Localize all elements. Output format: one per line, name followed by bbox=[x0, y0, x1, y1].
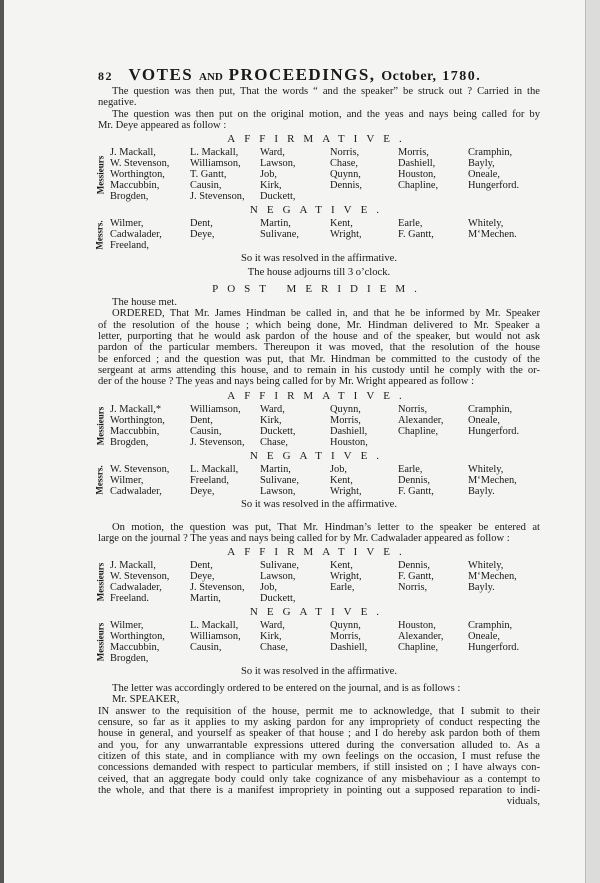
negative-heading: NEGATIVE. bbox=[249, 204, 389, 217]
member-name: Houston, bbox=[398, 169, 436, 181]
member-name: L. Mackall, bbox=[190, 463, 239, 475]
member-name: Worthington, bbox=[110, 169, 165, 181]
document-page bbox=[95, 64, 540, 808]
ordered-paragraph-line: letter, purporting that he would ask pardon of the house and of the speaker, but would not ask bbox=[98, 331, 540, 343]
letter-body-line: and you, for any unwarrantable expressions uttered during the conversation alluded to. As a bbox=[98, 739, 540, 751]
member-name: Oneale, bbox=[468, 169, 501, 181]
affirmative-votes bbox=[95, 403, 540, 448]
member-name: T. Gantt, bbox=[190, 169, 227, 181]
member-name: Freeland, bbox=[110, 240, 149, 252]
member-name: Wright, bbox=[330, 571, 362, 583]
member-name: Cramphin, bbox=[468, 620, 513, 632]
member-name: Duckett, bbox=[260, 425, 296, 437]
member-name: Freeland, bbox=[190, 474, 229, 486]
member-name: J. Mackall, bbox=[110, 560, 156, 572]
negative-heading: NEGATIVE. bbox=[249, 606, 389, 619]
messieurs-label-text: Messrs. bbox=[95, 220, 105, 250]
member-name: Maccubbin, bbox=[110, 425, 160, 437]
name-row bbox=[110, 620, 540, 631]
original-motion-paragraph-line: Mr. Deye appeared as follow : bbox=[98, 119, 227, 131]
member-name: Cadwalader, bbox=[110, 229, 162, 241]
member-name: Wilmer, bbox=[110, 620, 144, 632]
member-name: Wilmer, bbox=[110, 218, 144, 230]
running-header bbox=[98, 64, 540, 86]
header-title-proceedings: PROCEEDINGS, bbox=[228, 65, 376, 84]
member-name: Dennis, bbox=[398, 560, 431, 572]
name-row bbox=[110, 191, 540, 202]
resolution-result: So it was resolved in the affirmative. bbox=[240, 253, 398, 265]
member-name: W. Stevenson, bbox=[110, 158, 170, 170]
affirmative-heading: AFFIRMATIVE. bbox=[227, 389, 411, 402]
member-name: J. Stevenson, bbox=[190, 582, 245, 594]
member-name: Worthington, bbox=[110, 414, 165, 426]
member-name bbox=[330, 653, 398, 664]
member-name: Williamson, bbox=[190, 631, 241, 643]
name-row bbox=[110, 571, 540, 582]
member-name bbox=[398, 191, 468, 202]
member-name bbox=[398, 240, 468, 251]
member-name: Causin, bbox=[190, 425, 222, 437]
member-name: Brogden, bbox=[110, 436, 149, 448]
member-name: Cramphin, bbox=[468, 147, 513, 159]
member-name: Oneale, bbox=[468, 631, 501, 643]
member-name: Quynn, bbox=[330, 403, 361, 415]
messieurs-label bbox=[94, 464, 106, 497]
member-name: L. Mackall, bbox=[190, 620, 239, 632]
messieurs-label bbox=[94, 218, 106, 251]
letter-salutation: Mr. SPEAKER, bbox=[112, 694, 180, 706]
letter-body-line: concessions demanded with respect to particular members, if still insisted on ; I have always con- bbox=[98, 762, 540, 774]
member-name: Chapline, bbox=[398, 425, 439, 437]
name-row bbox=[110, 475, 540, 486]
member-name: Kirk, bbox=[260, 631, 282, 643]
letter-body-line: house in general, and yourself as speaker of that house ; and I do hereby ask pardon both of them bbox=[98, 728, 540, 740]
member-name: Sulivane, bbox=[260, 560, 299, 572]
messieurs-label-text: Messieurs bbox=[95, 562, 105, 602]
messieurs-label-text: Messrs. bbox=[95, 465, 105, 495]
name-row bbox=[110, 218, 540, 229]
member-name: Lawson, bbox=[260, 571, 296, 583]
member-name: Wright, bbox=[330, 229, 362, 241]
member-name: Deye, bbox=[190, 485, 215, 497]
question-paragraph-line: negative. bbox=[98, 97, 137, 109]
member-name: Bayly. bbox=[468, 485, 495, 497]
scan-edge bbox=[0, 0, 4, 883]
member-name: Hungerford. bbox=[468, 425, 520, 437]
member-name: Causin, bbox=[190, 180, 222, 192]
member-name: Cadwalader, bbox=[110, 582, 162, 594]
member-name: Lawson, bbox=[260, 158, 296, 170]
original-motion-paragraph-line: The question was then put on the original motion, and the yeas and nays being called for by bbox=[112, 108, 540, 120]
member-name: W. Stevenson, bbox=[110, 463, 170, 475]
member-name: Ward, bbox=[260, 403, 285, 415]
member-name bbox=[398, 593, 468, 604]
name-row bbox=[110, 240, 540, 251]
member-name: Kirk, bbox=[260, 180, 282, 192]
header-title-and: AND bbox=[199, 71, 223, 83]
name-row bbox=[110, 415, 540, 426]
messieurs-label-text: Messieurs bbox=[95, 622, 105, 662]
messieurs-label-text: Messieurs bbox=[95, 406, 105, 445]
member-name: M‘Mechen, bbox=[468, 474, 517, 486]
member-name: Dent, bbox=[190, 414, 213, 426]
member-name: Cramphin, bbox=[468, 403, 513, 415]
question-paragraph-line: The question was then put, That the words “ and the speaker” be struck out ? Carried in the bbox=[112, 86, 540, 97]
ordered-paragraph-line: of the resolution of the house ; which being done, Mr. Hindman delivered to Mr. Speaker a bbox=[98, 319, 540, 331]
member-name bbox=[398, 653, 468, 664]
member-name: Chapline, bbox=[398, 642, 439, 654]
letter-body-line: censure, so far as it applies to my asking pardon for any impropriety of conduct respecting the bbox=[98, 717, 540, 729]
member-name: Quynn, bbox=[330, 169, 361, 181]
letter-body-line: viduals, bbox=[506, 796, 540, 808]
name-row bbox=[110, 404, 540, 415]
member-name: Brogden, bbox=[110, 653, 149, 665]
member-name: Deye, bbox=[190, 571, 215, 583]
member-name: Martin, bbox=[260, 463, 291, 475]
member-name bbox=[260, 240, 330, 251]
name-row bbox=[110, 464, 540, 475]
member-name: Maccubbin, bbox=[110, 180, 160, 192]
member-name bbox=[468, 593, 540, 604]
header-year: 1780. bbox=[442, 69, 482, 84]
name-row bbox=[110, 426, 540, 437]
member-name: Houston, bbox=[330, 436, 368, 448]
member-name: J. Mackall,* bbox=[110, 403, 162, 415]
member-name: Duckett, bbox=[260, 191, 296, 203]
member-name: M‘Mechen. bbox=[468, 229, 517, 241]
member-name bbox=[190, 653, 260, 664]
member-name: Whitely, bbox=[468, 218, 504, 230]
member-name: Freeland. bbox=[110, 593, 149, 605]
on-motion-paragraph-line: large on the journal ? The yeas and nays being called for by Mr. Cadwalader appeared as follow : bbox=[98, 532, 510, 544]
spacer bbox=[98, 513, 540, 522]
member-name: Dennis, bbox=[398, 474, 431, 486]
member-name bbox=[468, 653, 540, 664]
ordered-paragraph-line: der of the house ? The yeas and nays being called for by Mr. Wright appeared as follow : bbox=[98, 376, 475, 388]
letter-body-line: IN answer to the requisition of the house, permit me to acknowledge, that I submit to their bbox=[98, 705, 540, 717]
member-name bbox=[468, 240, 540, 251]
member-name: Norris, bbox=[398, 582, 428, 594]
member-name: Deye, bbox=[190, 229, 215, 241]
name-row bbox=[110, 486, 540, 497]
member-name: Earle, bbox=[398, 218, 423, 230]
member-name: Morris, bbox=[330, 631, 361, 643]
negative-votes bbox=[95, 620, 540, 665]
member-name: Causin, bbox=[190, 642, 222, 654]
member-name: Sulivane, bbox=[260, 229, 299, 241]
member-name: Oneale, bbox=[468, 414, 501, 426]
member-name: Ward, bbox=[260, 620, 285, 632]
member-name: M‘Mechen, bbox=[468, 571, 517, 583]
member-name: Martin, bbox=[260, 218, 291, 230]
member-name: Job, bbox=[330, 463, 348, 475]
resolution-result: So it was resolved in the affirmative. bbox=[240, 498, 398, 510]
name-row bbox=[110, 642, 540, 653]
member-name: Norris, bbox=[398, 403, 428, 415]
negative-votes bbox=[95, 463, 540, 497]
member-name: Earle, bbox=[398, 463, 423, 475]
name-row bbox=[110, 593, 540, 604]
header-month: October, bbox=[381, 69, 437, 84]
member-name: Dashiell, bbox=[398, 158, 436, 170]
member-name bbox=[330, 593, 398, 604]
member-name: Hungerford. bbox=[468, 642, 520, 654]
messieurs-label bbox=[94, 404, 106, 448]
member-name bbox=[468, 437, 540, 448]
name-row bbox=[110, 229, 540, 240]
member-name: F. Gantt, bbox=[398, 229, 434, 241]
member-name: Wilmer, bbox=[110, 474, 144, 486]
ordered-paragraph-line: pardon of the particular members. Thereupon it was moved, that the resolution of the house bbox=[98, 342, 540, 354]
scan-margin bbox=[585, 0, 600, 883]
member-name: Norris, bbox=[330, 147, 360, 159]
member-name: Job, bbox=[260, 582, 278, 594]
adjournment-note: The house adjourns till 3 o’clock. bbox=[247, 267, 391, 279]
member-name: Martin, bbox=[190, 593, 221, 605]
member-name: F. Gantt, bbox=[398, 571, 434, 583]
name-row bbox=[110, 631, 540, 642]
member-name: Kent, bbox=[330, 474, 353, 486]
on-motion-paragraph-line: On motion, the question was put, That Mr. Hindman’s letter to the speaker be entered at bbox=[112, 521, 540, 533]
affirmative-heading: AFFIRMATIVE. bbox=[227, 133, 411, 146]
member-name: Williamson, bbox=[190, 158, 241, 170]
member-name: Hungerford. bbox=[468, 180, 520, 192]
member-name: Bayly, bbox=[468, 158, 495, 170]
member-name: Job, bbox=[260, 169, 278, 181]
member-name: L. Mackall, bbox=[190, 147, 239, 159]
member-name bbox=[330, 240, 398, 251]
page-number: 82 bbox=[98, 69, 113, 83]
member-name: Kirk, bbox=[260, 414, 282, 426]
ordered-paragraph-line: ORDERED, That Mr. James Hindman be called in, and that he be informed by Mr. Speaker bbox=[112, 308, 540, 320]
header-title-votes: VOTES bbox=[128, 65, 194, 84]
member-name: Chase, bbox=[260, 436, 288, 448]
member-name: Worthington, bbox=[110, 631, 165, 643]
member-name: Kent, bbox=[330, 560, 353, 572]
name-row bbox=[110, 653, 540, 664]
member-name: J. Mackall, bbox=[110, 147, 156, 159]
ordered-paragraph-line: be enforced ; and the question was put, that Mr. Hindman be committed to the custody of the bbox=[98, 353, 540, 365]
member-name bbox=[260, 653, 330, 664]
letter-body-line: citizen of this state, and in compliance with my own feelings on the occasion, I must refuse the bbox=[98, 750, 540, 762]
member-name: Alexander, bbox=[398, 414, 444, 426]
member-name: Chapline, bbox=[398, 180, 439, 192]
affirmative-votes bbox=[95, 560, 540, 605]
member-name bbox=[398, 437, 468, 448]
affirmative-votes bbox=[95, 147, 540, 203]
messieurs-label bbox=[94, 620, 106, 664]
member-name: W. Stevenson, bbox=[110, 571, 170, 583]
house-met: The house met. bbox=[112, 297, 178, 309]
member-name: Duckett, bbox=[260, 593, 296, 605]
letter-intro: The letter was accordingly ordered to be entered on the journal, and is as follows : bbox=[112, 683, 461, 695]
member-name: Bayly. bbox=[468, 582, 495, 594]
member-name: Morris, bbox=[330, 414, 361, 426]
name-row bbox=[110, 147, 540, 158]
messieurs-label bbox=[94, 147, 106, 202]
member-name bbox=[190, 240, 260, 251]
affirmative-heading: AFFIRMATIVE. bbox=[227, 546, 411, 559]
member-name: Dent, bbox=[190, 218, 213, 230]
resolution-result: So it was resolved in the affirmative. bbox=[240, 666, 398, 678]
name-row bbox=[110, 169, 540, 180]
member-name: Lawson, bbox=[260, 485, 296, 497]
member-name: Ward, bbox=[260, 147, 285, 159]
member-name: Wright, bbox=[330, 485, 362, 497]
member-name: Kent, bbox=[330, 218, 353, 230]
member-name: Quynn, bbox=[330, 620, 361, 632]
name-row bbox=[110, 560, 540, 571]
member-name: J. Stevenson, bbox=[190, 436, 245, 448]
name-row bbox=[110, 582, 540, 593]
negative-heading: NEGATIVE. bbox=[249, 449, 389, 462]
ordered-paragraph-line: sergeant at arms attending this house, and to remain in his custody until he comply with the or- bbox=[98, 364, 540, 376]
letter-body-line: the whole, and that there is a manifest impropriety in pointing out a supposed reparation to indi- bbox=[98, 784, 540, 796]
negative-votes bbox=[95, 218, 540, 252]
member-name: Williamson, bbox=[190, 403, 241, 415]
member-name: Dashiell, bbox=[330, 425, 368, 437]
member-name: Dent, bbox=[190, 560, 213, 572]
post-meridiem-heading: POST MERIDIEM. bbox=[212, 283, 426, 296]
member-name: Maccubbin, bbox=[110, 642, 160, 654]
member-name: Houston, bbox=[398, 620, 436, 632]
member-name: Morris, bbox=[398, 147, 429, 159]
messieurs-label bbox=[94, 560, 106, 604]
member-name: Whitely, bbox=[468, 560, 504, 572]
member-name: Dennis, bbox=[330, 180, 363, 192]
name-row bbox=[110, 180, 540, 191]
member-name: Cadwalader, bbox=[110, 485, 162, 497]
letter-body-line: ceived, that an aggregate body could only take cognizance of any misbehaviour as a contempt to bbox=[98, 773, 540, 785]
member-name: F. Gantt, bbox=[398, 485, 434, 497]
name-row bbox=[110, 437, 540, 448]
name-row bbox=[110, 158, 540, 169]
member-name: Dashiell, bbox=[330, 642, 368, 654]
member-name: Sulivane, bbox=[260, 474, 299, 486]
member-name: Whitely, bbox=[468, 463, 504, 475]
member-name: Earle, bbox=[330, 582, 355, 594]
member-name: J. Stevenson, bbox=[190, 191, 245, 203]
member-name: Chase, bbox=[260, 642, 288, 654]
member-name: Chase, bbox=[330, 158, 358, 170]
member-name: Alexander, bbox=[398, 631, 444, 643]
messieurs-label-text: Messieurs bbox=[95, 155, 105, 194]
member-name bbox=[330, 191, 398, 202]
member-name: Brogden, bbox=[110, 191, 149, 203]
member-name bbox=[468, 191, 540, 202]
